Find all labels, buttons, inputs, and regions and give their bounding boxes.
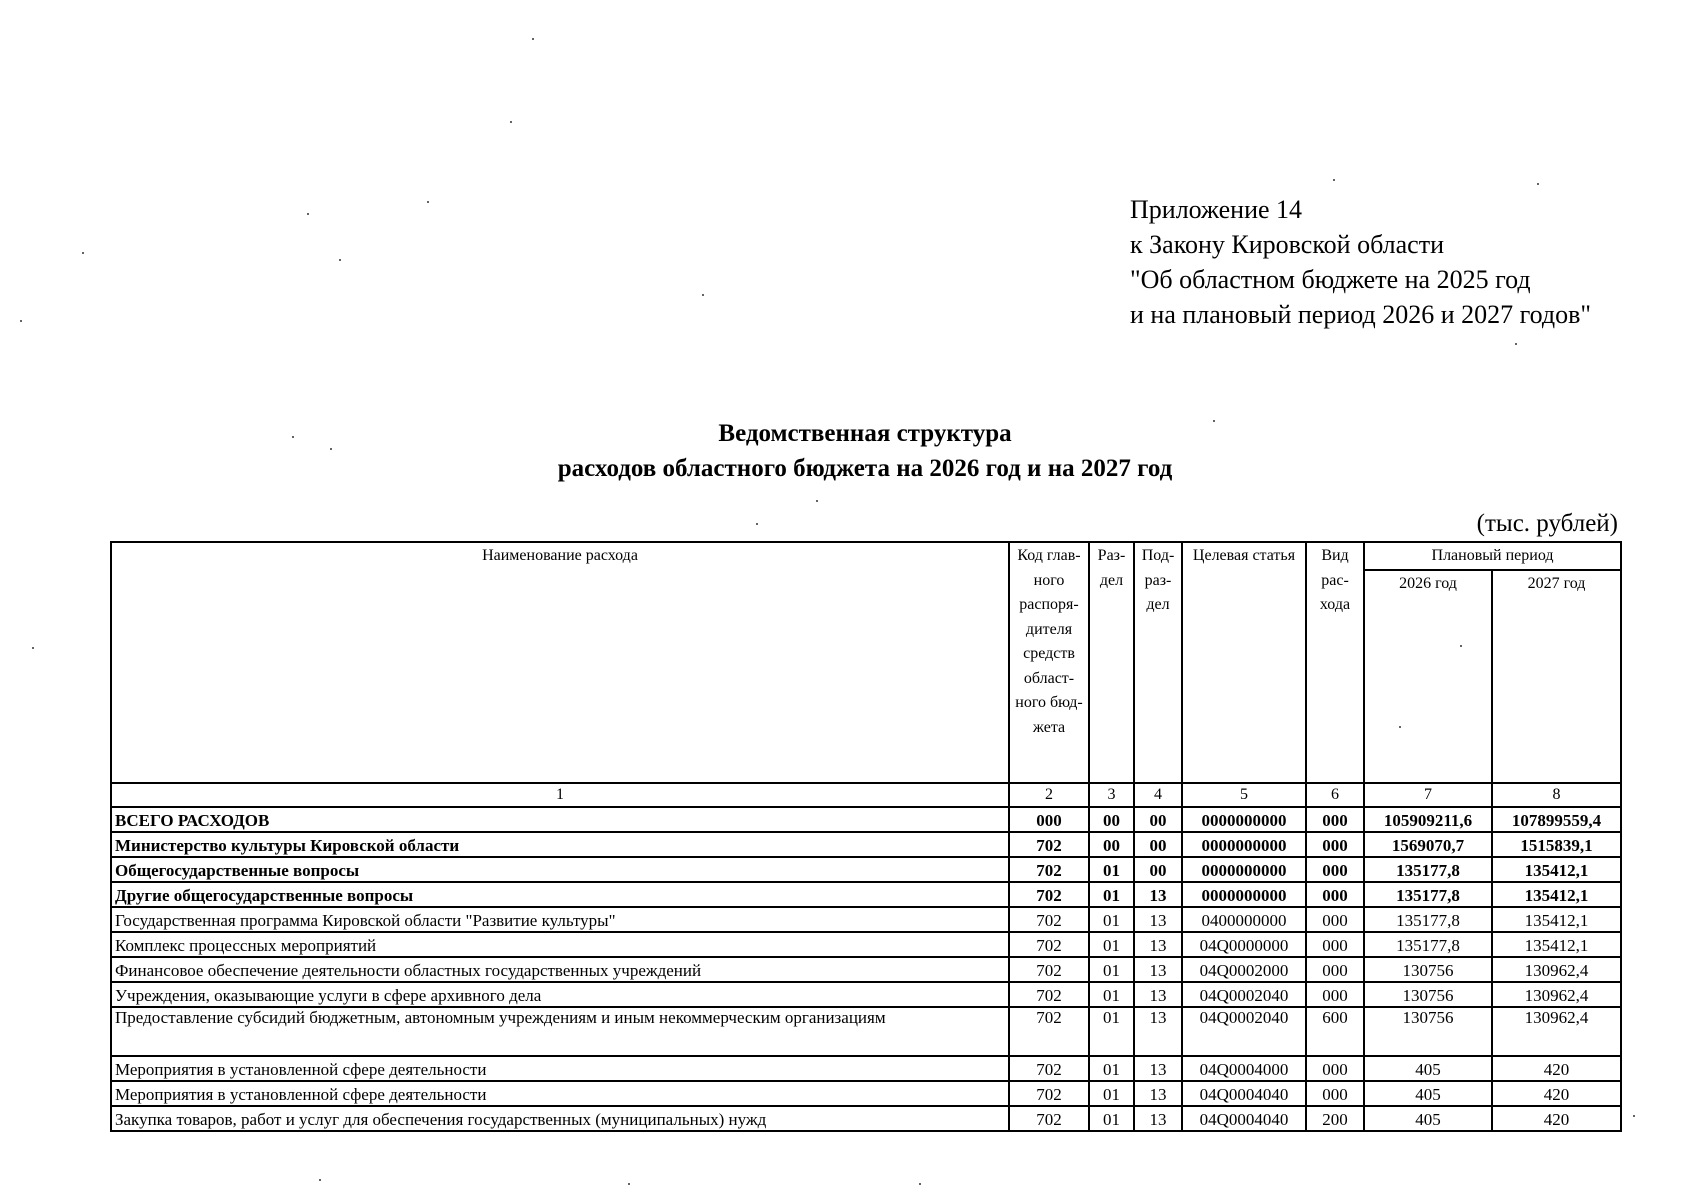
row-name: Мероприятия в установленной сфере деятельности bbox=[111, 1056, 1009, 1081]
column-number: 5 bbox=[1182, 783, 1306, 807]
row-name: Государственная программа Кировской области "Развитие культуры" bbox=[111, 907, 1009, 932]
scan-speck bbox=[82, 252, 84, 254]
row-name: Учреждения, оказывающие услуги в сфере архивного дела bbox=[111, 982, 1009, 1007]
row-amount-2027: 107899559,4 bbox=[1492, 807, 1621, 832]
scan-speck bbox=[532, 38, 534, 40]
row-amount-2027: 135412,1 bbox=[1492, 857, 1621, 882]
header-section: Раз-дел bbox=[1089, 542, 1134, 783]
table-row bbox=[111, 832, 1621, 857]
row-name: Закупка товаров, работ и услуг для обеспечения государственных (муниципальных) нужд bbox=[111, 1106, 1009, 1131]
column-number: 3 bbox=[1089, 783, 1134, 807]
table-row bbox=[111, 1106, 1621, 1131]
row-expense-kind: 000 bbox=[1306, 832, 1364, 857]
row-subsection: 13 bbox=[1134, 957, 1182, 982]
row-expense-kind: 000 bbox=[1306, 957, 1364, 982]
title-line-2: расходов областного бюджета на 2026 год и на 2027 год bbox=[557, 455, 1173, 482]
table-row bbox=[111, 882, 1621, 907]
appendix-line-2: к Закону Кировской области bbox=[1130, 230, 1444, 259]
row-code: 000 bbox=[1009, 807, 1089, 832]
scan-speck bbox=[1333, 179, 1335, 181]
table-row bbox=[111, 932, 1621, 957]
table-row bbox=[111, 1056, 1621, 1081]
header-year-2026: 2026 год bbox=[1364, 570, 1492, 783]
row-expense-kind: 200 bbox=[1306, 1106, 1364, 1131]
row-amount-2027: 135412,1 bbox=[1492, 907, 1621, 932]
header-kind: Вид рас-хода bbox=[1306, 542, 1364, 783]
row-section: 00 bbox=[1089, 832, 1134, 857]
row-target-article: 04Q0004040 bbox=[1182, 1081, 1306, 1106]
scan-speck bbox=[1515, 343, 1517, 345]
row-amount-2027: 130962,4 bbox=[1492, 1007, 1621, 1056]
row-amount-2026: 135177,8 bbox=[1364, 857, 1492, 882]
row-amount-2027: 130962,4 bbox=[1492, 982, 1621, 1007]
row-name: Другие общегосударственные вопросы bbox=[111, 882, 1009, 907]
row-expense-kind: 000 bbox=[1306, 857, 1364, 882]
row-subsection: 13 bbox=[1134, 882, 1182, 907]
row-code: 702 bbox=[1009, 857, 1089, 882]
column-number-row bbox=[111, 783, 1621, 807]
row-code: 702 bbox=[1009, 882, 1089, 907]
row-code: 702 bbox=[1009, 832, 1089, 857]
row-expense-kind: 000 bbox=[1306, 907, 1364, 932]
row-target-article: 04Q0002040 bbox=[1182, 982, 1306, 1007]
row-section: 01 bbox=[1089, 1106, 1134, 1131]
row-amount-2026: 405 bbox=[1364, 1056, 1492, 1081]
row-code: 702 bbox=[1009, 982, 1089, 1007]
column-number: 6 bbox=[1306, 783, 1364, 807]
column-number: 8 bbox=[1492, 783, 1621, 807]
row-section: 01 bbox=[1089, 1056, 1134, 1081]
header-year-2027: 2027 год bbox=[1492, 570, 1621, 783]
row-amount-2026: 405 bbox=[1364, 1081, 1492, 1106]
column-number: 4 bbox=[1134, 783, 1182, 807]
header-row-1 bbox=[111, 542, 1621, 570]
row-amount-2026: 105909211,6 bbox=[1364, 807, 1492, 832]
row-code: 702 bbox=[1009, 1056, 1089, 1081]
row-code: 702 bbox=[1009, 1007, 1089, 1056]
appendix-line-3: "Об областном бюджете на 2025 год bbox=[1130, 265, 1531, 294]
table-row bbox=[111, 982, 1621, 1007]
row-amount-2027: 420 bbox=[1492, 1106, 1621, 1131]
row-section: 01 bbox=[1089, 982, 1134, 1007]
row-target-article: 0400000000 bbox=[1182, 907, 1306, 932]
scan-speck bbox=[292, 436, 294, 438]
row-target-article: 04Q0004040 bbox=[1182, 1106, 1306, 1131]
row-section: 01 bbox=[1089, 957, 1134, 982]
row-target-article: 0000000000 bbox=[1182, 882, 1306, 907]
header-target: Целевая статья bbox=[1182, 542, 1306, 783]
units-note: (тыс. рублей) bbox=[1476, 510, 1618, 537]
row-code: 702 bbox=[1009, 907, 1089, 932]
scan-speck bbox=[1213, 420, 1215, 422]
table-row bbox=[111, 857, 1621, 882]
column-number: 1 bbox=[111, 783, 1009, 807]
budget-table bbox=[110, 541, 1622, 1132]
scan-speck bbox=[1460, 645, 1462, 647]
row-expense-kind: 000 bbox=[1306, 807, 1364, 832]
row-amount-2026: 130756 bbox=[1364, 982, 1492, 1007]
row-amount-2027: 420 bbox=[1492, 1056, 1621, 1081]
row-target-article: 0000000000 bbox=[1182, 857, 1306, 882]
row-subsection: 13 bbox=[1134, 932, 1182, 957]
row-amount-2026: 130756 bbox=[1364, 1007, 1492, 1056]
row-code: 702 bbox=[1009, 1081, 1089, 1106]
column-number: 7 bbox=[1364, 783, 1492, 807]
row-amount-2026: 130756 bbox=[1364, 957, 1492, 982]
row-name: ВСЕГО РАСХОДОВ bbox=[111, 807, 1009, 832]
scan-speck bbox=[20, 320, 22, 322]
appendix-line-1: Приложение 14 bbox=[1130, 195, 1303, 224]
row-name: Министерство культуры Кировской области bbox=[111, 832, 1009, 857]
scan-speck bbox=[330, 448, 332, 450]
row-amount-2026: 135177,8 bbox=[1364, 907, 1492, 932]
row-target-article: 04Q0002000 bbox=[1182, 957, 1306, 982]
row-amount-2027: 130962,4 bbox=[1492, 957, 1621, 982]
row-section: 00 bbox=[1089, 807, 1134, 832]
table-row bbox=[111, 1081, 1621, 1106]
scan-speck bbox=[427, 201, 429, 203]
row-target-article: 04Q0002040 bbox=[1182, 1007, 1306, 1056]
row-expense-kind: 600 bbox=[1306, 1007, 1364, 1056]
scan-speck bbox=[756, 523, 758, 525]
row-amount-2026: 135177,8 bbox=[1364, 882, 1492, 907]
row-code: 702 bbox=[1009, 932, 1089, 957]
scan-speck bbox=[702, 294, 704, 296]
row-subsection: 00 bbox=[1134, 857, 1182, 882]
row-subsection: 13 bbox=[1134, 1056, 1182, 1081]
table-row bbox=[111, 907, 1621, 932]
table-row bbox=[111, 957, 1621, 982]
row-code: 702 bbox=[1009, 957, 1089, 982]
row-target-article: 0000000000 bbox=[1182, 807, 1306, 832]
row-amount-2027: 420 bbox=[1492, 1081, 1621, 1106]
row-section: 01 bbox=[1089, 932, 1134, 957]
row-target-article: 04Q0004000 bbox=[1182, 1056, 1306, 1081]
row-subsection: 13 bbox=[1134, 907, 1182, 932]
row-subsection: 13 bbox=[1134, 1106, 1182, 1131]
appendix-caption bbox=[1130, 192, 1591, 332]
scan-speck bbox=[628, 1183, 630, 1185]
row-amount-2026: 1569070,7 bbox=[1364, 832, 1492, 857]
row-section: 01 bbox=[1089, 882, 1134, 907]
row-expense-kind: 000 bbox=[1306, 1056, 1364, 1081]
row-subsection: 13 bbox=[1134, 1081, 1182, 1106]
document-title bbox=[0, 416, 1698, 486]
scan-speck bbox=[307, 213, 309, 215]
appendix-line-4: и на плановый период 2026 и 2027 годов" bbox=[1130, 300, 1592, 329]
row-subsection: 00 bbox=[1134, 807, 1182, 832]
row-target-article: 04Q0000000 bbox=[1182, 932, 1306, 957]
scan-speck bbox=[339, 259, 341, 261]
column-number: 2 bbox=[1009, 783, 1089, 807]
scan-speck bbox=[1399, 726, 1401, 728]
scan-speck bbox=[32, 647, 34, 649]
row-amount-2027: 135412,1 bbox=[1492, 882, 1621, 907]
scan-speck bbox=[1537, 183, 1539, 185]
title-line-1: Ведомственная структура bbox=[718, 420, 1012, 447]
header-subsection: Под-раз-дел bbox=[1134, 542, 1182, 783]
scan-speck bbox=[510, 121, 512, 123]
row-expense-kind: 000 bbox=[1306, 932, 1364, 957]
header-code: Код глав-ного распоря-дителя средств област-ного бюд-жета bbox=[1009, 542, 1089, 783]
table-row bbox=[111, 807, 1621, 832]
scan-speck bbox=[919, 1183, 921, 1185]
header-planned-period: Плановый период bbox=[1364, 542, 1621, 570]
row-name: Предоставление субсидий бюджетным, автономным учреждениям и иным некоммерческим организациям bbox=[111, 1007, 1009, 1056]
row-section: 01 bbox=[1089, 857, 1134, 882]
row-expense-kind: 000 bbox=[1306, 1081, 1364, 1106]
row-amount-2027: 135412,1 bbox=[1492, 932, 1621, 957]
scan-speck bbox=[319, 1179, 321, 1181]
row-code: 702 bbox=[1009, 1106, 1089, 1131]
table-body bbox=[111, 783, 1621, 1131]
row-name: Мероприятия в установленной сфере деятельности bbox=[111, 1081, 1009, 1106]
row-section: 01 bbox=[1089, 907, 1134, 932]
row-name: Общегосударственные вопросы bbox=[111, 857, 1009, 882]
row-subsection: 13 bbox=[1134, 1007, 1182, 1056]
row-amount-2026: 135177,8 bbox=[1364, 932, 1492, 957]
row-subsection: 13 bbox=[1134, 982, 1182, 1007]
row-name: Финансовое обеспечение деятельности областных государственных учреждений bbox=[111, 957, 1009, 982]
row-expense-kind: 000 bbox=[1306, 982, 1364, 1007]
row-section: 01 bbox=[1089, 1007, 1134, 1056]
table-row bbox=[111, 1007, 1621, 1056]
row-section: 01 bbox=[1089, 1081, 1134, 1106]
row-amount-2027: 1515839,1 bbox=[1492, 832, 1621, 857]
header-name: Наименование расхода bbox=[111, 542, 1009, 783]
row-target-article: 0000000000 bbox=[1182, 832, 1306, 857]
row-expense-kind: 000 bbox=[1306, 882, 1364, 907]
row-amount-2026: 405 bbox=[1364, 1106, 1492, 1131]
scan-speck bbox=[816, 500, 818, 502]
row-name: Комплекс процессных мероприятий bbox=[111, 932, 1009, 957]
scan-speck bbox=[1633, 1115, 1635, 1117]
row-subsection: 00 bbox=[1134, 832, 1182, 857]
